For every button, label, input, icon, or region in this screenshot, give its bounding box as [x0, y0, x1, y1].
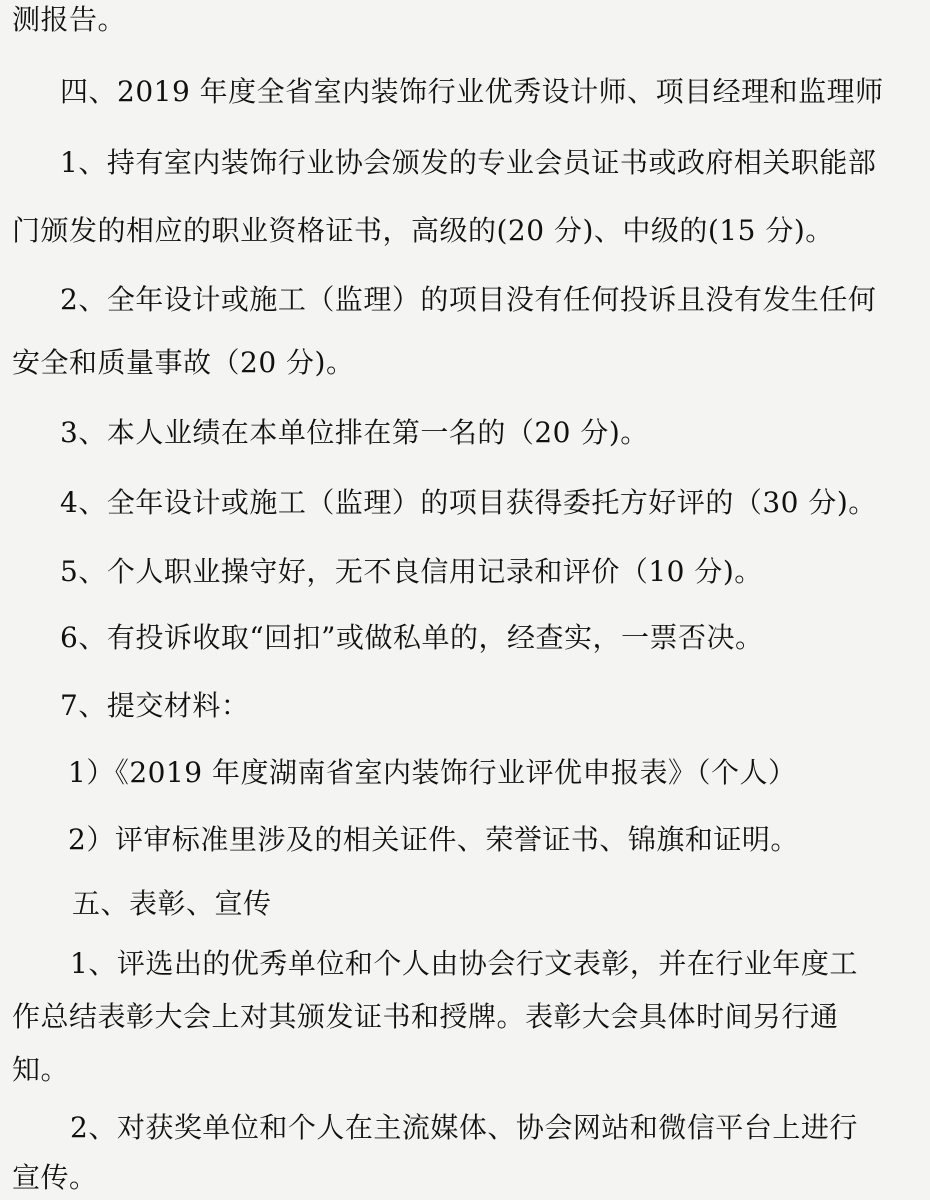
text-line: 宣传。 [12, 1161, 98, 1194]
text-line: 1、评选出的优秀单位和个人由协会行文表彰，并在行业年度工 [70, 947, 858, 980]
text-line: 门颁发的相应的职业资格证书，高级的(20 分)、中级的(15 分)。 [12, 214, 834, 247]
section-heading: 五、表彰、宣传 [72, 887, 272, 920]
text-line: 5、个人职业操守好，无不良信用记录和评价（10 分)。 [60, 555, 763, 588]
text-line: 2、全年设计或施工（监理）的项目没有任何投诉且没有发生任何 [60, 283, 877, 316]
text-line: 1）《2019 年度湖南省室内装饰行业评优申报表》（个人） [68, 756, 797, 789]
text-line: 7、提交材料： [60, 689, 250, 722]
text-line: 2）评审标准里涉及的相关证件、荣誉证书、锦旗和证明。 [68, 823, 799, 856]
text-line: 3、本人业绩在本单位排在第一名的（20 分)。 [60, 416, 649, 449]
text-line: 2、对获奖单位和个人在主流媒体、协会网站和微信平台上进行 [70, 1111, 858, 1144]
text-line: 4、全年设计或施工（监理）的项目获得委托方好评的（30 分)。 [60, 486, 877, 519]
section-heading: 四、2019 年度全省室内装饰行业优秀设计师、项目经理和监理师 [60, 75, 884, 108]
text-line: 测报告。 [12, 3, 127, 36]
text-line: 1、持有室内装饰行业协会颁发的专业会员证书或政府相关职能部 [60, 146, 877, 179]
text-line: 知。 [12, 1053, 70, 1086]
text-line: 作总结表彰大会上对其颁发证书和授牌。表彰大会具体时间另行通 [12, 1000, 839, 1033]
text-line: 6、有投诉收取“回扣”或做私单的，经查实，一票否决。 [60, 621, 764, 654]
text-line: 安全和质量事故（20 分)。 [12, 346, 355, 379]
